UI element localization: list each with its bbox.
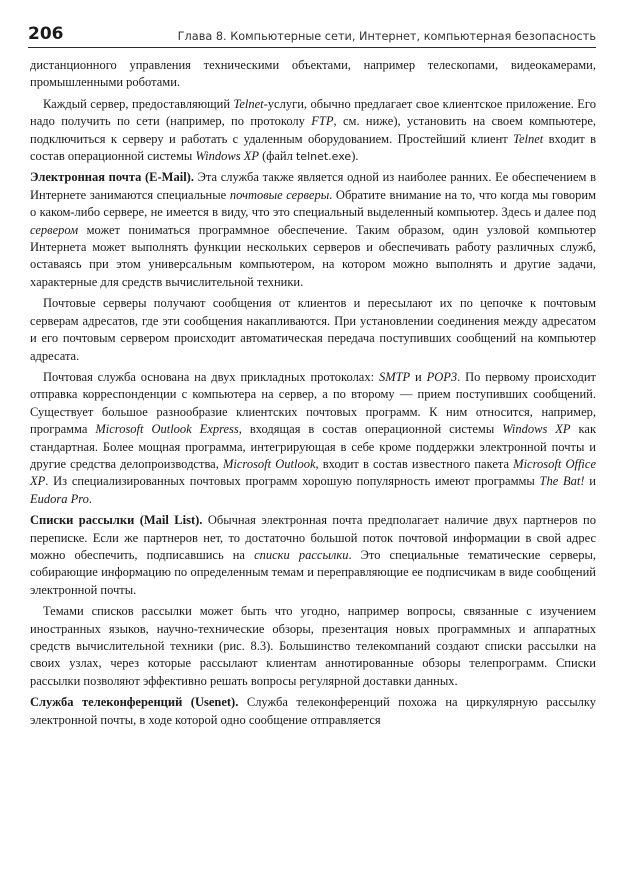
text-run: . Это специальные тематические серверы, собирающие информацию по определенным темам и переправляющие ее подписчикам в виде сообщений электронной почты. [30, 547, 596, 597]
term-smtp: SMTP [378, 369, 411, 384]
paragraph-email [30, 169, 596, 291]
term-pop3: POP3 [426, 369, 458, 384]
text-run: Обычная электронная почта предполагает наличие двух партнеров по переписке. Если же партнеров нет, то достаточно большой поток почтовой информации в свой адрес можно обеспечить, подписавшись на [30, 513, 596, 562]
page-number: 206 [28, 24, 64, 44]
running-title: Глава 8. Компьютерные сети, Интернет, компьютерная безопасность [177, 29, 596, 43]
term-windows-xp: Windows XP [195, 149, 259, 164]
term-eudora-pro: Eudora Pro [30, 491, 89, 506]
text-run: и [410, 369, 427, 384]
term-the-bat: The Bat! [539, 474, 585, 489]
filename: telnet.exe [295, 150, 352, 164]
page-header [28, 26, 596, 48]
term-telnet: Telnet [513, 131, 544, 146]
section-lead-email: Электронная почта (E-Mail). [30, 170, 194, 185]
text-run: Почтовая служба основана на двух прикладных протоколах: [43, 369, 379, 384]
term-telnet: Telnet [233, 96, 264, 111]
paragraph-mail-lists [30, 512, 596, 599]
section-lead-usenet: Служба телеконференций (Usenet). [30, 695, 239, 710]
text-run: Эта служба также является одной из наиболее ранних. Ее обеспечением в Интернете занимаются специальные [30, 170, 596, 202]
paragraph-text: Темами списков рассылки может быть что угодно, например вопросы, связанные с изучением иностранных языков, научно-технические обзоры, презентация новых программных и аппаратных средств вычислительной техники (рис. 8.3). Большинство телекомпаний создают списки рассылки на своих узлах, через которые рассылают клиентам аннотированные обзоры телепрограмм. Списки рассылки позволяют эффективно решать вопросы регулярной доставки данных. [30, 604, 596, 688]
text-run: . По первому происходит отправка корреспонденции с компьютера на сервер, а по второму — прием поступивших сообщений. Существует большое разнообразие клиентских почтовых программ. К ним относится, например, программа [30, 369, 596, 437]
text-run: -услуги, обычно предлагает свое клиентское приложение. Его надо получить по сети (например, по протоколу [30, 96, 596, 129]
text-run: , см. ниже), установить на своем компьютере, подключиться к серверу и работать с удаленным оборудованием. Простейший клиент [30, 114, 596, 146]
text-run: , входит в состав известного пакета [315, 456, 514, 471]
text-run: . Обратите внимание на то, что когда мы говорим о каком-либо сервере, не имеется в виду, что это специальный выделенный компьютер. Здесь и далее под [30, 187, 596, 220]
text-run: ). [351, 149, 359, 164]
paragraph-continuation [30, 57, 596, 92]
term-windows-xp: Windows XP [502, 422, 571, 437]
term-server: сервером [30, 222, 79, 237]
term-mailing-lists: списки рассылки [254, 547, 349, 562]
paragraph-mail-protocols [30, 369, 596, 508]
text-run: , входящая в состав операционной системы [238, 422, 503, 437]
term-mail-servers: почтовые серверы [229, 187, 330, 202]
text-run: . [88, 491, 93, 506]
text-run: Служба телеконференций похожа на циркулярную рассылку электронной почты, в ходе которой одно сообщение отправляется [30, 695, 596, 727]
text-run: (файл [258, 149, 296, 164]
term-outlook-express: Microsoft Outlook Express [95, 422, 239, 437]
text-run: и [584, 474, 596, 489]
paragraph-mail-servers [30, 295, 596, 365]
term-ftp: FTP [311, 114, 334, 129]
text-run: Каждый сервер, предоставляющий [43, 96, 234, 111]
section-lead-mail-list: Списки рассылки (Mail List). [30, 513, 203, 528]
text-run: может пониматься программное обеспечение. Таким образом, один узловой компьютер Интернета может выполнять функции нескольких серверов и обеспечивать работу различных служб, оставаясь при этом универсальным компьютером, на котором можно выполнять и другие задачи, характерные для средств вычислительной техники. [30, 222, 596, 289]
term-outlook: Microsoft Outlook [222, 456, 316, 471]
text-run: . Из специализированных почтовых программ хорошую популярность имеют программы [45, 474, 540, 489]
paragraph-mail-list-topics [30, 603, 596, 690]
paragraph-telnet-client [30, 96, 596, 166]
page-body [30, 57, 596, 729]
text-run: как стандартная. Более мощная программа, интегрирующая в себе кроме поддержки электронной почты и другие средства делопроизводства, [30, 422, 597, 471]
term-office-xp: Microsoft Office XP [30, 456, 596, 489]
paragraph-text: Почтовые серверы получают сообщения от клиентов и пересылают их по цепочке к почтовым серверам адресатов, где эти сообщения накапливаются. При установлении соединения между адресатом и его почтовым сервером происходит автоматическая передача поступивших сообщений на компьютер адресата. [30, 296, 596, 363]
paragraph-usenet [30, 694, 596, 729]
text-run: входит в состав операционной системы [30, 131, 597, 164]
paragraph-text: дистанционного управления техническими объектами, например телескопами, видеокамерами, промышленными роботами. [30, 58, 596, 90]
